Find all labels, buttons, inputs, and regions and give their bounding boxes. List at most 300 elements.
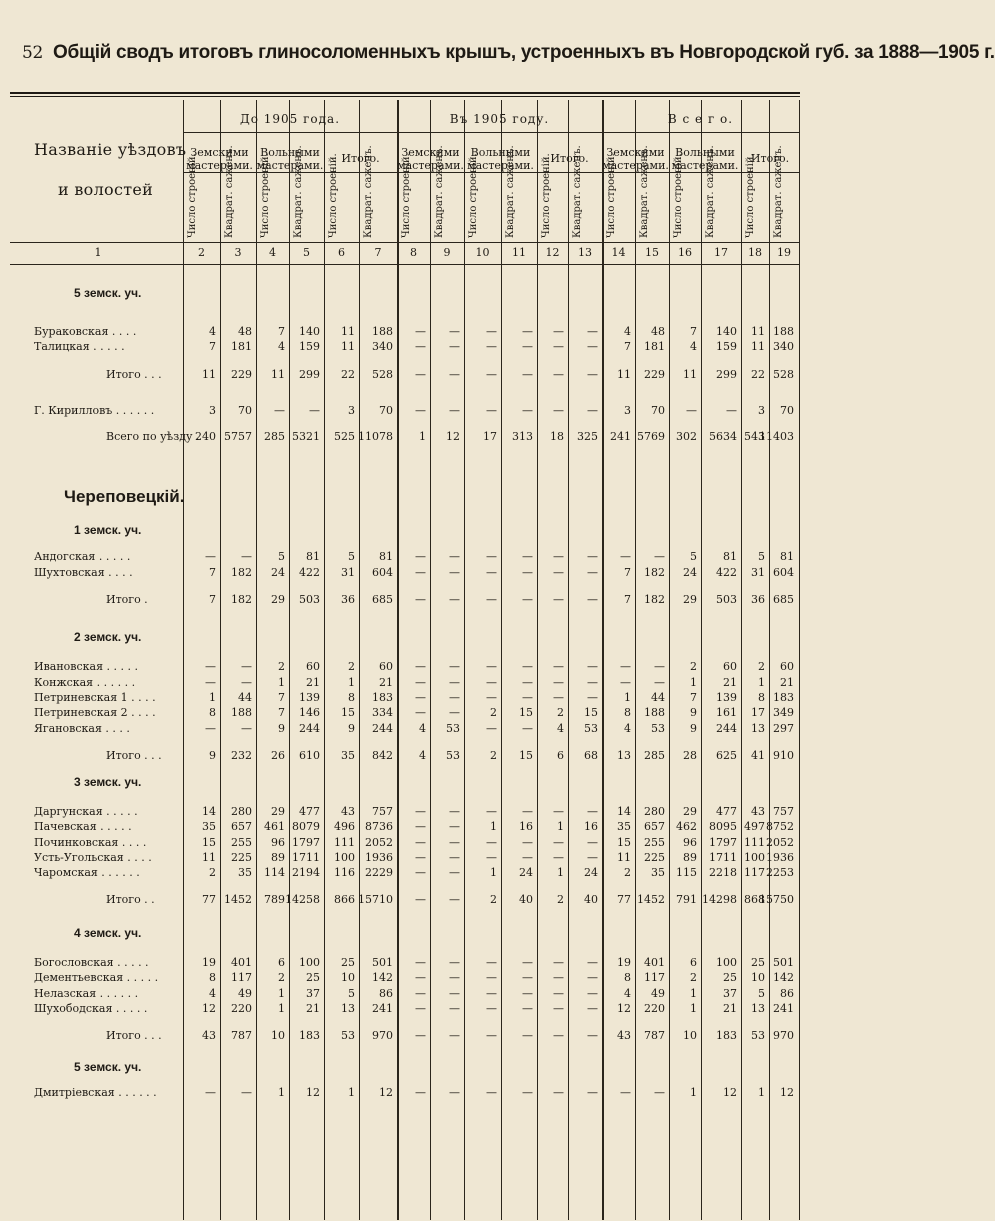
group-header: До 1905 года. (239, 112, 341, 126)
table-cell: 1936 (365, 851, 393, 864)
table-cell: 12 (780, 1086, 794, 1099)
table-cell: 461 (264, 820, 285, 833)
table-cell: 13 (751, 722, 765, 735)
table-cell: — (415, 971, 426, 984)
table-cell: — (486, 722, 497, 735)
table-cell: 313 (512, 430, 533, 443)
table-cell: 35 (202, 820, 216, 833)
table-cell: 70 (238, 404, 252, 417)
table-cell: 188 (644, 706, 665, 719)
table-cell: 8 (758, 691, 765, 704)
row-label: Ивановская . . . . . (34, 660, 138, 673)
table-cell: — (415, 866, 426, 879)
table-cell: — (449, 660, 460, 673)
subcolumn-header: Число строеній. (187, 153, 198, 238)
table-cell: 842 (372, 749, 393, 762)
table-cell: 2253 (766, 866, 794, 879)
table-cell: 117 (231, 971, 252, 984)
column-divider (602, 100, 604, 1220)
row-label: Богословская . . . . . (34, 956, 149, 969)
table-cell: 181 (644, 340, 665, 353)
subcolumn-header: Число строеній. (328, 153, 339, 238)
table-cell: 970 (372, 1029, 393, 1042)
table-cell: 22 (341, 368, 355, 381)
table-cell: — (486, 676, 497, 689)
table-cell: — (587, 1086, 598, 1099)
table-cell: 789 (264, 893, 285, 906)
header-divider (10, 264, 799, 265)
column-number: 13 (578, 246, 592, 259)
table-cell: 4 (209, 987, 216, 1000)
table-cell: 60 (306, 660, 320, 673)
table-cell: 1452 (637, 893, 665, 906)
table-cell: — (486, 1029, 497, 1042)
table-cell: 21 (306, 676, 320, 689)
table-cell: — (553, 971, 564, 984)
column-number: 1 (94, 246, 102, 259)
table-cell: — (449, 368, 460, 381)
table-cell: 15 (617, 836, 631, 849)
table-cell: — (553, 805, 564, 818)
column-number: 8 (410, 246, 417, 259)
table-cell: 13 (341, 1002, 355, 1015)
table-cell: 2 (278, 660, 285, 673)
table-cell: 21 (306, 1002, 320, 1015)
table-cell: 610 (299, 749, 320, 762)
table-cell: — (415, 691, 426, 704)
table-cell: — (274, 404, 285, 417)
table-cell: — (553, 676, 564, 689)
table-cell: 22 (751, 368, 765, 381)
table-cell: 89 (683, 851, 697, 864)
row-label: Пачевская . . . . . (34, 820, 132, 833)
row-label: Дмитріевская . . . . . . (34, 1086, 157, 1099)
table-cell: 41 (751, 749, 765, 762)
row-label: Шухтовская . . . . (34, 566, 133, 579)
table-cell: 12 (202, 1002, 216, 1015)
column-divider (359, 100, 360, 1220)
group-header: В с е г о. (667, 112, 734, 126)
table-cell: — (241, 660, 252, 673)
table-cell: 11 (202, 368, 216, 381)
table-cell: 6 (557, 749, 564, 762)
table-cell: 159 (299, 340, 320, 353)
column-divider (568, 100, 569, 1220)
column-divider (701, 100, 702, 1220)
table-cell: — (553, 987, 564, 1000)
subcolumn-header: Квадрат. саженъ. (434, 145, 445, 238)
table-cell: 37 (306, 987, 320, 1000)
table-cell: 1 (209, 691, 216, 704)
row-label: Всего по уѣзду . (106, 430, 200, 443)
table-cell: 7 (624, 340, 631, 353)
table-cell: — (415, 836, 426, 849)
table-cell: — (449, 836, 460, 849)
table-cell: 21 (379, 676, 393, 689)
column-divider (397, 100, 399, 1220)
table-cell: — (522, 851, 533, 864)
table-cell: — (449, 820, 460, 833)
table-cell: — (522, 1002, 533, 1015)
column-divider (799, 100, 800, 1220)
table-cell: 44 (238, 691, 252, 704)
table-cell: 604 (773, 566, 794, 579)
district-heading: Череповецкій. (64, 487, 185, 506)
table-cell: — (449, 566, 460, 579)
row-label: Починковская . . . . (34, 836, 147, 849)
table-cell: — (522, 971, 533, 984)
subcolumn-header: Число строеній. (468, 153, 479, 238)
section-heading: 5 земск. уч. (74, 1060, 142, 1074)
table-cell: — (415, 404, 426, 417)
table-cell: 3 (209, 404, 216, 417)
table-cell: 31 (751, 566, 765, 579)
table-cell: 117 (744, 866, 765, 879)
table-cell: 604 (372, 566, 393, 579)
table-cell: — (415, 893, 426, 906)
table-cell: — (486, 1086, 497, 1099)
table-cell: 15750 (759, 893, 794, 906)
table-cell: 49 (651, 987, 665, 1000)
table-cell: — (415, 805, 426, 818)
table-cell: — (449, 593, 460, 606)
table-cell: 40 (519, 893, 533, 906)
table-cell: — (486, 971, 497, 984)
table-cell: 3 (758, 404, 765, 417)
table-cell: 4 (690, 340, 697, 353)
table-cell: 5634 (709, 430, 737, 443)
table-cell: 53 (751, 1029, 765, 1042)
table-cell: 232 (231, 749, 252, 762)
table-cell: 787 (644, 1029, 665, 1042)
table-cell: 685 (773, 593, 794, 606)
subcolumn-header: Число строеній. (673, 153, 684, 238)
top-rule-thin (10, 96, 800, 97)
row-label: Петриневская 1 . . . . (34, 691, 156, 704)
table-cell: 96 (271, 836, 285, 849)
table-cell: 100 (716, 956, 737, 969)
table-cell: 297 (773, 722, 794, 735)
table-cell: 8736 (365, 820, 393, 833)
table-cell: 2 (209, 866, 216, 879)
column-divider (669, 100, 670, 1220)
table-cell: 183 (716, 1029, 737, 1042)
table-cell: 43 (341, 805, 355, 818)
table-cell: 16 (519, 820, 533, 833)
table-cell: — (654, 1086, 665, 1099)
table-cell: 1797 (292, 836, 320, 849)
table-cell: — (486, 550, 497, 563)
table-cell: 26 (271, 749, 285, 762)
table-cell: 757 (773, 805, 794, 818)
column-number: 10 (475, 246, 490, 259)
table-cell: 299 (716, 368, 737, 381)
table-cell: 241 (610, 430, 631, 443)
table-cell: 334 (372, 706, 393, 719)
column-divider (324, 100, 325, 1220)
table-cell: — (522, 836, 533, 849)
table-cell: 11 (341, 340, 355, 353)
row-label: Чаромская . . . . . . (34, 866, 140, 879)
table-cell: 21 (723, 1002, 737, 1015)
table-cell: 15 (584, 706, 598, 719)
subcolumn-header: Число строеній. (606, 153, 617, 238)
table-cell: 35 (238, 866, 252, 879)
table-cell: — (587, 550, 598, 563)
table-cell: 181 (231, 340, 252, 353)
table-cell: 53 (651, 722, 665, 735)
table-cell: 35 (341, 749, 355, 762)
table-cell: — (205, 676, 216, 689)
table-cell: — (522, 1086, 533, 1099)
table-cell: 787 (231, 1029, 252, 1042)
table-cell: — (587, 1002, 598, 1015)
table-cell: 349 (773, 706, 794, 719)
table-cell: 1711 (292, 851, 320, 864)
table-cell: 100 (334, 851, 355, 864)
table-cell: — (587, 593, 598, 606)
table-cell: — (486, 325, 497, 338)
row-label: Итого . (106, 593, 148, 606)
table-cell: — (486, 956, 497, 969)
table-cell: 12 (379, 1086, 393, 1099)
table-cell: 280 (231, 805, 252, 818)
table-cell: — (553, 550, 564, 563)
table-cell: 19 (617, 956, 631, 969)
table-cell: — (553, 1002, 564, 1015)
table-cell: 2 (490, 749, 497, 762)
table-cell: 12 (723, 1086, 737, 1099)
table-cell: 44 (651, 691, 665, 704)
table-cell: 24 (584, 866, 598, 879)
table-cell: 1 (278, 676, 285, 689)
table-cell: 462 (676, 820, 697, 833)
subgroup-header: Итого. (550, 152, 589, 165)
table-cell: 25 (723, 971, 737, 984)
table-cell: 100 (299, 956, 320, 969)
table-cell: — (205, 1086, 216, 1099)
table-cell: 70 (780, 404, 794, 417)
table-cell: 1 (557, 866, 564, 879)
table-cell: — (587, 805, 598, 818)
table-cell: — (587, 368, 598, 381)
subgroup-header: Вольными мастерами. (671, 146, 739, 172)
table-cell: 220 (644, 1002, 665, 1015)
table-cell: 36 (751, 593, 765, 606)
table-cell: 25 (341, 956, 355, 969)
table-cell: 182 (644, 593, 665, 606)
table-cell: — (415, 851, 426, 864)
table-cell: 8 (209, 706, 216, 719)
row-label: Конжская . . . . . . (34, 676, 136, 689)
column-divider (769, 100, 770, 1220)
table-cell: 5757 (224, 430, 252, 443)
table-cell: 657 (231, 820, 252, 833)
table-cell: — (415, 956, 426, 969)
table-cell: 225 (231, 851, 252, 864)
table-cell: 86 (379, 987, 393, 1000)
table-cell: — (415, 550, 426, 563)
table-cell: — (553, 691, 564, 704)
table-cell: — (553, 340, 564, 353)
table-cell: — (522, 593, 533, 606)
table-cell: — (553, 1086, 564, 1099)
table-cell: 70 (651, 404, 665, 417)
table-cell: 17 (483, 430, 497, 443)
column-divider (464, 100, 465, 1220)
table-cell: — (241, 722, 252, 735)
table-cell: 970 (773, 1029, 794, 1042)
table-cell: 241 (372, 1002, 393, 1015)
table-cell: 9 (348, 722, 355, 735)
table-cell: 35 (617, 820, 631, 833)
table-cell: 12 (446, 430, 460, 443)
table-cell: 244 (716, 722, 737, 735)
table-cell: 117 (644, 971, 665, 984)
table-cell: 15 (202, 836, 216, 849)
table-cell: 2 (490, 893, 497, 906)
table-cell: 60 (379, 660, 393, 673)
subcolumn-header: Число строеній. (541, 153, 552, 238)
table-cell: 9 (209, 749, 216, 762)
table-cell: 7 (209, 566, 216, 579)
table-cell: 17 (751, 706, 765, 719)
table-cell: 15710 (358, 893, 393, 906)
column-number: 16 (678, 246, 692, 259)
table-cell: 244 (372, 722, 393, 735)
table-cell: 2 (348, 660, 355, 673)
table-cell: 9 (690, 722, 697, 735)
table-cell: 868 (744, 893, 765, 906)
table-cell: 142 (773, 971, 794, 984)
table-cell: 14 (617, 805, 631, 818)
table-cell: 910 (773, 749, 794, 762)
table-cell: 12 (617, 1002, 631, 1015)
table-cell: 1 (490, 866, 497, 879)
table-cell: 4 (624, 722, 631, 735)
table-cell: 31 (341, 566, 355, 579)
table-cell: 2052 (365, 836, 393, 849)
subcolumn-header: Квадрат. саженъ. (639, 145, 650, 238)
table-cell: — (486, 805, 497, 818)
subcolumn-header: Квадрат. саженъ. (705, 145, 716, 238)
table-cell: 8079 (292, 820, 320, 833)
table-cell: — (587, 660, 598, 673)
table-cell: — (522, 404, 533, 417)
table-cell: 182 (231, 566, 252, 579)
table-cell: 43 (751, 805, 765, 818)
column-number: 7 (374, 246, 382, 259)
table-cell: 220 (231, 1002, 252, 1015)
table-cell: 4 (278, 340, 285, 353)
table-cell: 1 (348, 676, 355, 689)
row-label: Петриневская 2 . . . . (34, 706, 156, 719)
table-cell: — (486, 340, 497, 353)
table-cell: — (553, 566, 564, 579)
table-cell: — (587, 340, 598, 353)
table-cell: 53 (584, 722, 598, 735)
table-cell: 5 (690, 550, 697, 563)
row-label: Итого . . (106, 893, 155, 906)
table-cell: — (449, 325, 460, 338)
table-cell: — (415, 1086, 426, 1099)
table-cell: 229 (644, 368, 665, 381)
table-cell: 10 (341, 971, 355, 984)
table-cell: — (522, 676, 533, 689)
table-cell: — (486, 368, 497, 381)
table-cell: 188 (773, 325, 794, 338)
column-number: 3 (234, 246, 242, 259)
table-cell: 6 (690, 956, 697, 969)
table-cell: — (205, 550, 216, 563)
table-cell: — (553, 368, 564, 381)
table-cell: — (587, 956, 598, 969)
table-cell: — (486, 566, 497, 579)
table-cell: 43 (617, 1029, 631, 1042)
table-cell: 2 (758, 660, 765, 673)
table-cell: — (587, 1029, 598, 1042)
subcolumn-header: Квадрат. саженъ. (572, 145, 583, 238)
table-cell: 29 (683, 593, 697, 606)
table-cell: — (486, 660, 497, 673)
table-cell: 1 (758, 1086, 765, 1099)
table-cell: 188 (231, 706, 252, 719)
table-cell: — (449, 550, 460, 563)
table-cell: 240 (195, 430, 216, 443)
group-header: Въ 1905 году. (449, 112, 550, 126)
section-heading: 1 земск. уч. (74, 523, 142, 537)
table-cell: 4 (419, 722, 426, 735)
table-cell: 68 (584, 749, 598, 762)
table-cell: — (449, 340, 460, 353)
table-cell: 7 (278, 691, 285, 704)
table-cell: 81 (306, 550, 320, 563)
table-cell: 111 (334, 836, 355, 849)
table-cell: 24 (519, 866, 533, 879)
table-cell: — (415, 820, 426, 833)
page-title: Общій сводъ итоговъ глиносоломенныхъ крышъ, устроенныхъ въ Новгородской губ. за 1888—1905 г. (53, 42, 995, 63)
row-label: Г. Кирилловъ . . . . . . (34, 404, 155, 417)
table-cell: 2052 (766, 836, 794, 849)
table-cell: 543 (744, 430, 765, 443)
table-cell: 2 (557, 706, 564, 719)
table-cell: 81 (379, 550, 393, 563)
table-cell: 340 (773, 340, 794, 353)
table-cell: — (686, 404, 697, 417)
table-cell: 77 (202, 893, 216, 906)
table-cell: 1 (690, 1086, 697, 1099)
table-cell: 229 (231, 368, 252, 381)
table-cell: — (309, 404, 320, 417)
table-cell: — (241, 550, 252, 563)
table-cell: — (553, 836, 564, 849)
table-cell: 96 (683, 836, 697, 849)
subcolumn-header: Число строеній. (401, 153, 412, 238)
table-cell: 1 (758, 676, 765, 689)
table-cell: 11403 (759, 430, 794, 443)
table-cell: 13 (751, 1002, 765, 1015)
table-cell: 81 (780, 550, 794, 563)
table-cell: 685 (372, 593, 393, 606)
subcolumn-header: Квадрат. саженъ. (293, 145, 304, 238)
table-cell: 6 (278, 956, 285, 969)
table-cell: — (587, 691, 598, 704)
table-cell: 18 (550, 430, 564, 443)
table-cell: — (522, 691, 533, 704)
table-cell: 1 (690, 676, 697, 689)
table-cell: 53 (341, 1029, 355, 1042)
table-cell: 1 (690, 987, 697, 1000)
